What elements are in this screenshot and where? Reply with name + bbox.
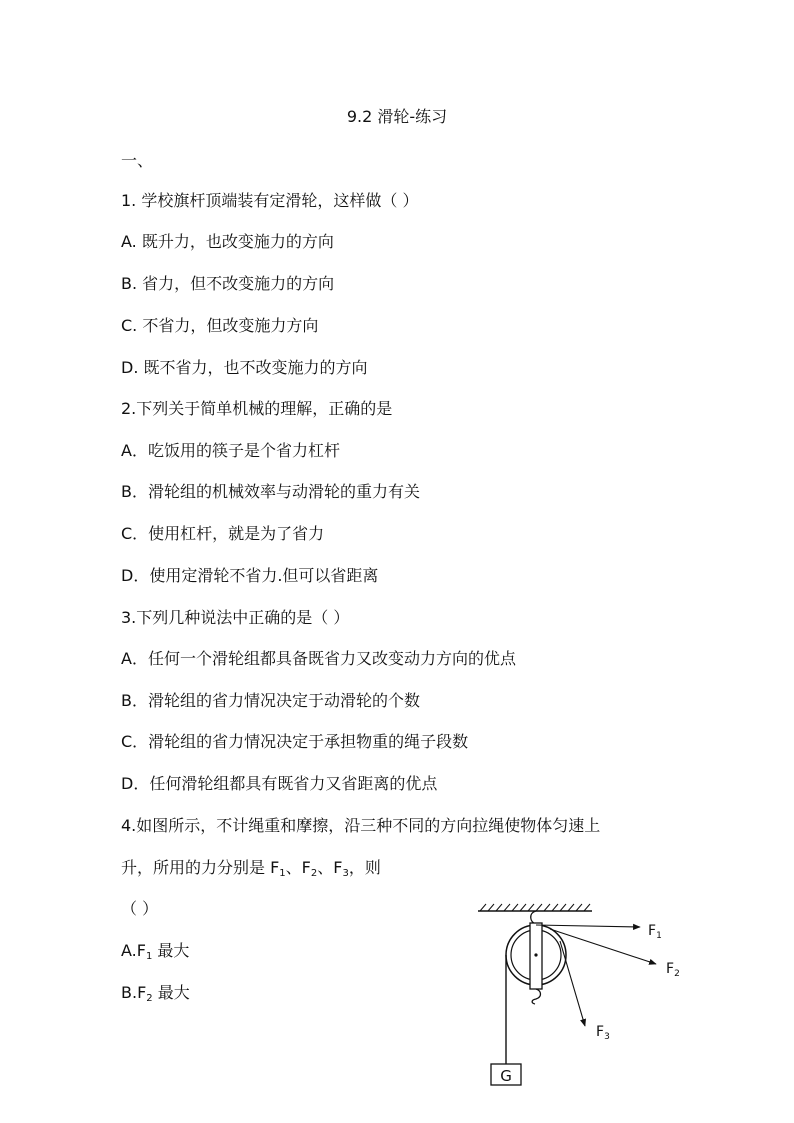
- label-sub: 3: [604, 1032, 610, 1042]
- subscript: 2: [146, 993, 153, 1004]
- label-sub: 2: [674, 969, 680, 979]
- stem-text: 、F: [317, 858, 343, 877]
- question-2-stem: 2.下列关于简单机械的理解，正确的是: [121, 399, 393, 418]
- question-3-option-b: B．滑轮组的省力情况决定于动滑轮的个数: [121, 691, 420, 710]
- page-title: 9.2 滑轮-练习: [346, 107, 448, 126]
- section-heading: 一、: [121, 151, 154, 170]
- label-f: F: [596, 1024, 605, 1040]
- pulley-axle: [534, 953, 537, 956]
- top-hook: [531, 911, 536, 924]
- question-2-option-a: A．吃饭用的筷子是个省力杠杆: [121, 441, 340, 460]
- force-f2-label: [666, 961, 680, 979]
- question-4-option-a: [121, 940, 189, 962]
- force-f1-arrow: [536, 925, 640, 927]
- option-text: 最大: [152, 941, 190, 960]
- question-1-option-c: C. 不省力，但改变施力方向: [121, 316, 319, 335]
- question-3-option-a: A．任何一个滑轮组都具备既省力又改变动力方向的优点: [121, 649, 516, 668]
- bottom-hook: [532, 989, 540, 1004]
- question-4-blank: （ ）: [121, 899, 159, 918]
- option-text: A.F: [121, 941, 146, 960]
- label-f: F: [666, 961, 675, 977]
- weight-label: G: [500, 1067, 512, 1085]
- subscript: 2: [310, 868, 318, 879]
- pulley-figure: [470, 893, 700, 1093]
- force-f1-label: [648, 923, 662, 941]
- subscript: 1: [145, 951, 153, 962]
- question-3-option-d: D．任何滑轮组都具有既省力又省距离的优点: [121, 774, 438, 793]
- question-3-stem: 3.下列几种说法中正确的是（ ）: [121, 608, 350, 627]
- option-text: 最大: [152, 983, 190, 1002]
- question-4-option-b: [121, 982, 190, 1004]
- question-1-stem: 1. 学校旗杆顶端装有定滑轮，这样做（ ）: [121, 191, 419, 210]
- question-1-option-a: A. 既升力，也改变施力的方向: [121, 232, 334, 251]
- question-1-option-b: B. 省力，但不改变施力的方向: [121, 274, 335, 293]
- question-4-stem-line1: 4.如图所示，不计绳重和摩擦，沿三种不同的方向拉绳使物体匀速上: [121, 816, 601, 835]
- stem-text: 、F: [285, 858, 311, 877]
- stem-text: 升，所用的力分别是 F: [121, 858, 280, 877]
- subscript: 1: [279, 868, 286, 879]
- option-text: B.F: [121, 983, 147, 1002]
- label-f: F: [648, 923, 657, 939]
- label-sub: 1: [656, 931, 662, 941]
- force-f3-arrow: [560, 941, 585, 1026]
- question-3-option-c: C．滑轮组的省力情况决定于承担物重的绳子段数: [121, 732, 469, 751]
- question-2-option-c: C．使用杠杆，就是为了省力: [121, 524, 325, 543]
- question-1-option-d: D. 既不省力，也不改变施力的方向: [121, 358, 368, 377]
- subscript: 3: [342, 868, 349, 879]
- question-4-stem-line2: [121, 857, 381, 879]
- ceiling: [478, 904, 592, 911]
- question-2-option-b: B．滑轮组的机械效率与动滑轮的重力有关: [121, 482, 420, 501]
- stem-text: ，则: [348, 858, 381, 877]
- force-f3-label: [596, 1024, 610, 1042]
- question-2-option-d: D．使用定滑轮不省力.但可以省距离: [121, 566, 379, 585]
